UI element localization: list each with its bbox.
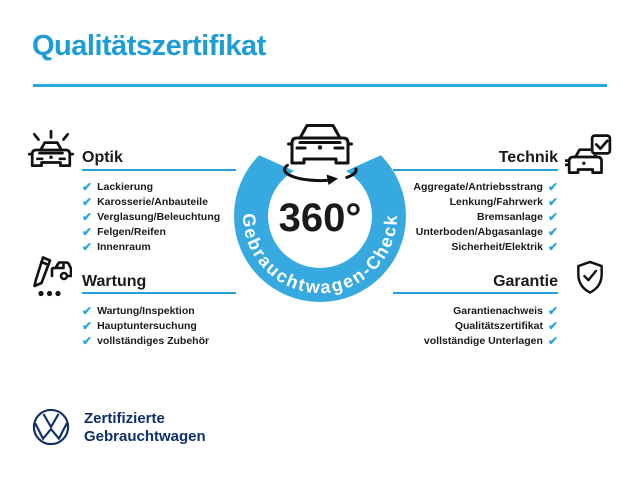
checklist-item: [358, 318, 558, 333]
checklist-item-label: Lenkung/Fahrwerk: [449, 195, 543, 208]
check-icon: ✔: [547, 179, 558, 194]
brand-tagline-line2: Gebrauchtwagen: [84, 428, 206, 445]
car-checkbox-icon: [565, 133, 613, 181]
checklist-item-label: Unterboden/Abgasanlage: [415, 225, 543, 238]
check-icon: ✔: [82, 209, 93, 224]
check-icon: ✔: [82, 318, 93, 333]
checklist-item-label: Bremsanlage: [476, 210, 543, 223]
checklist-item-label: Wartung/Inspektion: [97, 304, 195, 317]
wartung-divider: [82, 292, 236, 294]
check-icon: ✔: [82, 179, 93, 194]
check-icon: ✔: [547, 303, 558, 318]
section-title-wartung: Wartung: [82, 273, 147, 290]
shiny-car-icon: [27, 127, 75, 175]
checklist-item-label: Qualitätszertifikat: [454, 319, 543, 332]
check-icon: ✔: [547, 209, 558, 224]
car-rotation-icon: [285, 126, 356, 186]
checklist-item-label: Verglasung/Beleuchtung: [97, 210, 221, 223]
vw-logo: [31, 407, 71, 447]
pencil-car-icon: [24, 254, 72, 300]
check-icon: ✔: [547, 194, 558, 209]
section-title-technik: Technik: [498, 149, 558, 166]
brand-tagline-line1: Zertifizierte: [84, 410, 165, 427]
checklist-item-label: Sicherheit/Elektrik: [451, 240, 543, 253]
checklist-item-label: Karosserie/Anbauteile: [97, 195, 208, 208]
check-icon: ✔: [547, 239, 558, 254]
technik-divider: [393, 169, 558, 171]
check-icon: ✔: [547, 333, 558, 348]
page-title: Qualitätszertifikat: [32, 30, 266, 62]
checklist-item-label: Felgen/Reifen: [97, 225, 166, 238]
checklist-item: [358, 333, 558, 348]
garantie-divider: [393, 292, 558, 294]
check-icon: ✔: [82, 333, 93, 348]
section-title-garantie: Garantie: [493, 273, 558, 290]
checklist-item-label: Innenraum: [97, 240, 151, 253]
checklist-item: [82, 318, 282, 333]
360-check-badge: [225, 118, 415, 313]
check-icon: ✔: [82, 239, 93, 254]
check-icon: ✔: [547, 318, 558, 333]
check-icon: ✔: [547, 224, 558, 239]
ring-label: Gebrauchtwagen-Check: [238, 212, 402, 298]
check-icon: ✔: [82, 224, 93, 239]
checklist-item-label: vollständige Unterlagen: [423, 334, 543, 347]
degree-label: 360°: [278, 196, 362, 240]
brand-tagline: [84, 410, 206, 446]
checklist-item-label: Hauptuntersuchung: [97, 319, 197, 332]
checklist-item-label: Lackierung: [97, 180, 154, 193]
check-icon: ✔: [82, 194, 93, 209]
check-icon: ✔: [82, 303, 93, 318]
checklist-item-label: vollständiges Zubehör: [97, 334, 210, 347]
optik-divider: [82, 169, 236, 171]
section-title-optik: Optik: [82, 149, 123, 166]
checklist-item-label: Aggregate/Antriebsstrang: [413, 180, 543, 193]
checklist-item: [82, 333, 282, 348]
header-divider: [33, 84, 607, 87]
checklist-item-label: Garantienachweis: [453, 304, 543, 317]
shield-check-icon: [576, 259, 604, 297]
